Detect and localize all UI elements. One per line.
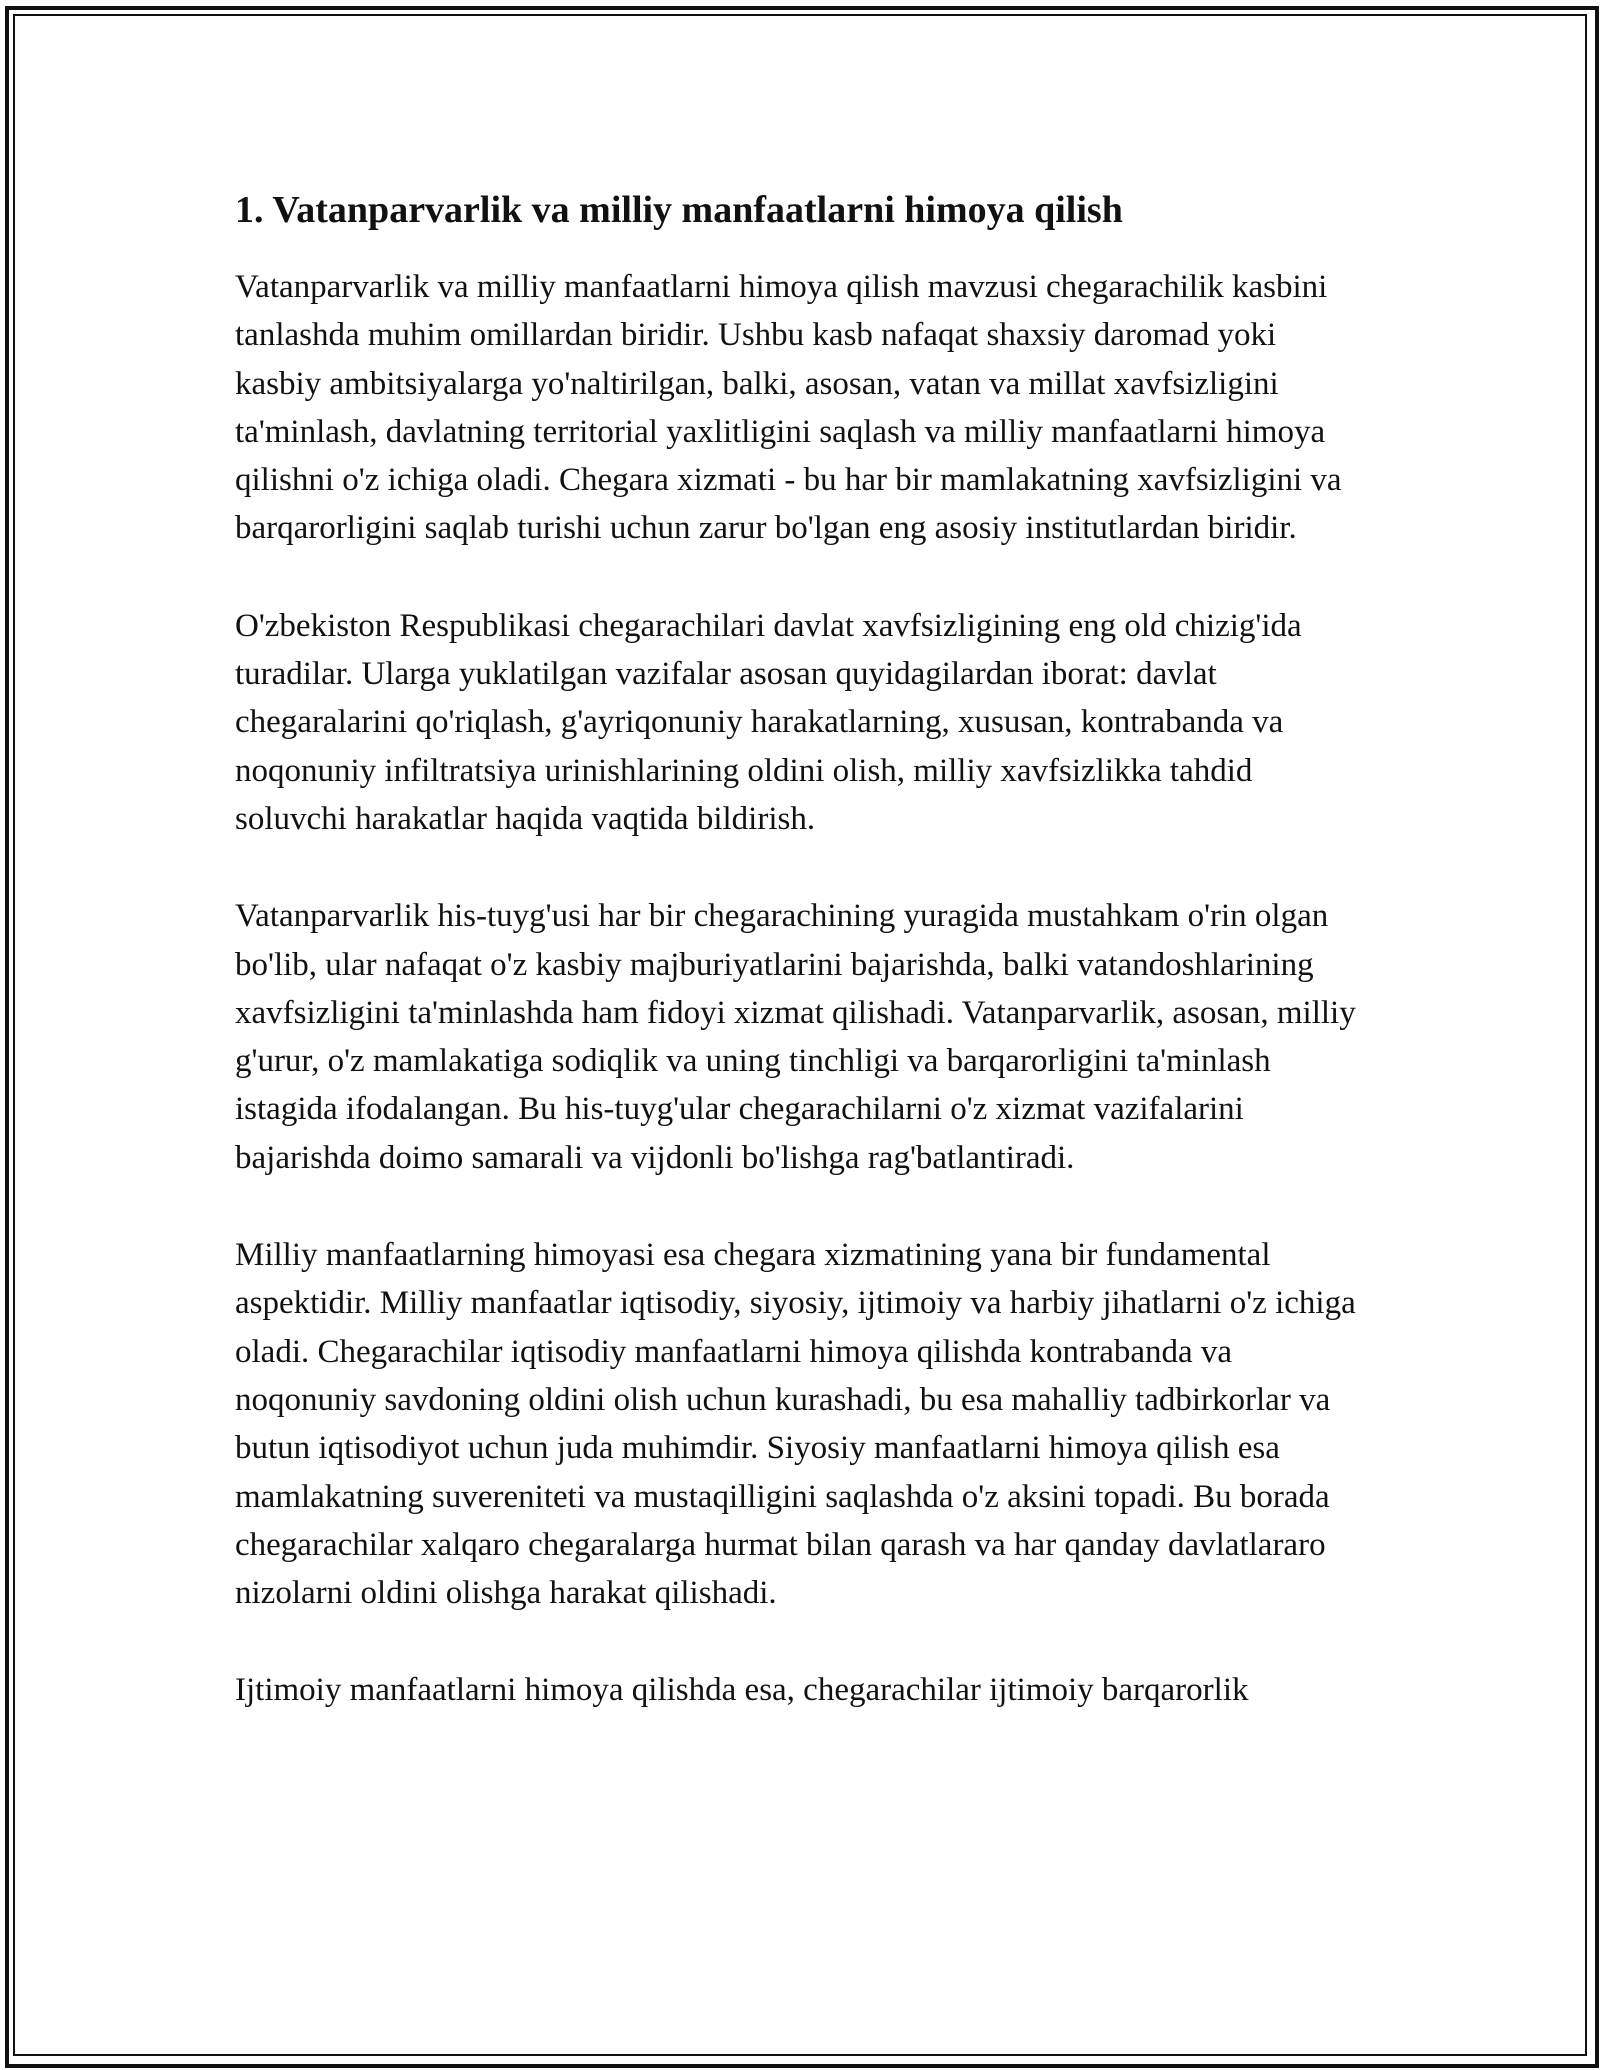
paragraph-5: Ijtimoiy manfaatlarni himoya qilishda esa, chegarachilar ijtimoiy barqarorlik (235, 1672, 1249, 1709)
paragraph-4: Milliy manfaatlarning himoyasi esa chegara xizmatining yana bir fundamental aspektidir. Milliy manfaatlar iqtisodiy, siyosiy, ijtimoiy va harbiy jihatlarni o'z ichiga oladi. Chegarachilar iqtisodiy manfaatlarni himoya qilishda kontrabanda va noqonuniy savdoning oldini olish uchun kurashadi, bu esa mahalliy tadbirkorlar va butun iqtisodiyot uchun juda muhimdir. Siyosiy manfaatlarni himoya qilish esa mamlakatning suvereniteti va mustaqilligini saqlashda o'z aksini topadi. Bu borada chegarachilar xalqaro chegaralarga hurmat bilan qarash va har qanday davlatlararo nizolarni oldini olishga harakat qilishadi. (235, 1237, 1356, 1612)
paragraph-3: Vatanparvarlik his-tuyg'usi har bir chegarachining yuragida mustahkam o'rin olgan bo'lib, ular nafaqat o'z kasbiy majburiyatlarini bajarishda, balki vatandoshlarining xavfsizligini ta'minlashda ham fidoyi xizmat qilishadi. Vatanparvarlik, asosan, milliy g'urur, o'z mamlakatiga sodiqlik va uning tinchligi va barqarorligini ta'minlash istagida ifodalangan. Bu his-tuyg'ular chegarachilarni o'z xizmat vazifalarini bajarishda doimo samarali va vijdonli bo'lishga rag'batlantiradi. (235, 898, 1356, 1176)
paragraph-1: Vatanparvarlik va milliy manfaatlarni himoya qilish mavzusi chegarachilik kasbini tanlashda muhim omillardan biridir. Ushbu kasb nafaqat shaxsiy daromad yoki kasbiy ambitsiyalarga yo'naltirilgan, balki, asosan, vatan va millat xavfsizligini ta'minlash, davlatning territorial yaxlitligini saqlash va milliy manfaatlarni himoya qilishni o'z ichiga oladi. Chegara xizmati - bu har bir mamlakatning xavfsizligini va barqarorligini saqlab turishi uchun zarur bo'lgan eng asosiy institutlardan biridir. (235, 269, 1342, 547)
document-body (235, 185, 1370, 1764)
paragraph-2: O'zbekiston Respublikasi chegarachilari davlat xavfsizligining eng old chizig'ida turadilar. Ularga yuklatilgan vazifalar asosan quyidagilardan iborat: davlat chegaralarini qo'riqlash, g'ayriqonuniy harakatlarning, xususan, kontrabanda va noqonuniy infiltratsiya urinishlarining oldini olish, milliy xavfsizlikka tahdid soluvchi harakatlar haqida vaqtida bildirish. (235, 607, 1302, 837)
section-heading: 1. Vatanparvarlik va milliy manfaatlarni himoya qilish (235, 189, 1123, 231)
